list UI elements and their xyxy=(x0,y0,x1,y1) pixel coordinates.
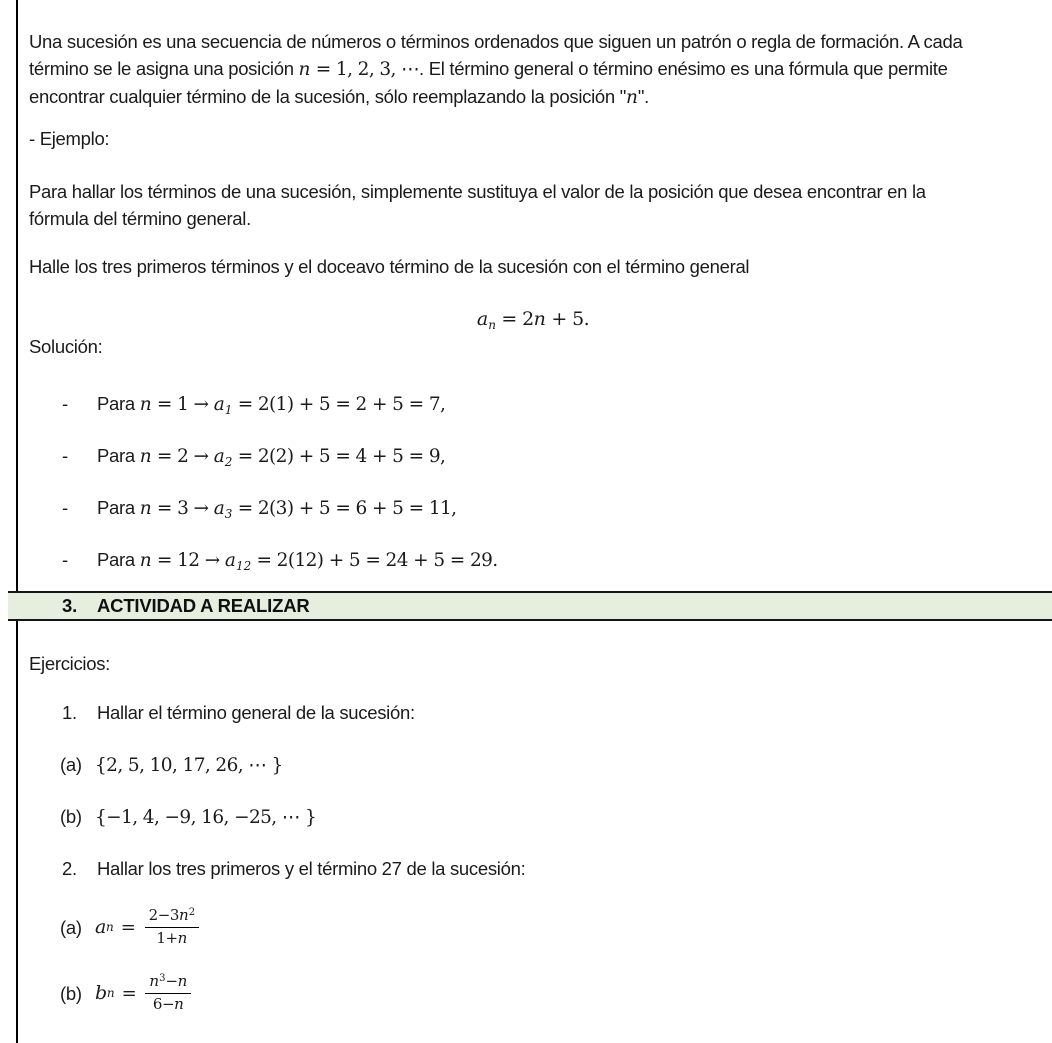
math-variable-a: a xyxy=(476,308,489,330)
fraction-numerator xyxy=(145,906,200,928)
math-variable-n: n xyxy=(533,308,546,330)
exercises-label xyxy=(0,650,1052,677)
exercise-item-1a xyxy=(0,751,1052,779)
general-term-formula xyxy=(0,304,1052,335)
exercise-item-1b xyxy=(0,803,1052,831)
minus-sign: − xyxy=(165,972,178,990)
solution-label xyxy=(0,333,1052,360)
math-variable-n: n xyxy=(139,498,152,519)
howto-line-2 xyxy=(29,205,1052,232)
intro-text: Una sucesión es una secuencia de números o términos ordenados que siguen un patrón o regla de formación. A cada xyxy=(29,31,963,52)
solution-step xyxy=(0,546,1052,574)
math-arrow-expression: = 3 → xyxy=(151,498,214,519)
howto-text: fórmula del término general. xyxy=(29,208,251,229)
math-variable-n: n xyxy=(177,972,188,990)
math-arrow-expression: = 1 → xyxy=(151,394,214,415)
step-text: Para xyxy=(97,549,140,570)
math-variable-n: n xyxy=(177,928,188,947)
math-variable-n: n xyxy=(149,972,160,990)
fraction xyxy=(145,972,191,1014)
howto-paragraph xyxy=(0,178,1052,232)
math-arrow-expression: = 12 → xyxy=(151,550,225,571)
math-computation: = 2(1) + 5 = 2 + 5 = 7, xyxy=(232,394,446,415)
task-intro xyxy=(0,253,1052,280)
math-sequence-set: {2, 5, 10, 17, 26, ⋯ } xyxy=(95,755,283,776)
step-text: Para xyxy=(97,445,140,466)
math-exponent: 3 xyxy=(159,973,166,984)
bullet-dash: - xyxy=(62,445,68,466)
math-expression: 2−3 xyxy=(148,906,180,924)
math-arrow-expression: = 2 → xyxy=(151,446,214,467)
list-number: 1. xyxy=(62,702,77,723)
math-variable-b: b xyxy=(95,981,107,1004)
exercises-label-text: Ejercicios: xyxy=(29,653,110,674)
bullet-dash: - xyxy=(62,549,68,570)
intro-line-2 xyxy=(29,55,1052,83)
math-variable-a: a xyxy=(213,498,225,519)
intro-text: término se le asigna una posición xyxy=(29,58,299,79)
math-variable-n: n xyxy=(139,446,152,467)
fraction xyxy=(145,906,200,948)
intro-text: . El término general o término enésimo es una fórmula que permite xyxy=(419,58,948,79)
exercise-text: Hallar los tres primeros y el término 27 de la sucesión: xyxy=(97,858,526,879)
step-text: Para xyxy=(97,497,140,518)
solution-step xyxy=(0,442,1052,470)
math-subscript: 1 xyxy=(224,403,233,417)
example-label-text: - Ejemplo: xyxy=(29,128,110,149)
fraction-numerator xyxy=(145,972,191,994)
step-text: Para xyxy=(97,393,140,414)
math-variable-a: a xyxy=(224,550,236,571)
bullet-dash: - xyxy=(62,497,68,518)
solution-step xyxy=(0,390,1052,418)
math-computation: = 2(3) + 5 = 6 + 5 = 11, xyxy=(232,498,457,519)
solution-step xyxy=(0,494,1052,522)
howto-text: Para hallar los términos de una sucesión, simplemente sustituya el valor de la posición que desea encontrar en la xyxy=(29,181,926,202)
math-variable-a: a xyxy=(213,394,225,415)
sub-item-label: (a) xyxy=(60,916,82,938)
math-computation: = 2(2) + 5 = 4 + 5 = 9, xyxy=(232,446,446,467)
math-variable-n: n xyxy=(139,550,152,571)
section-title: ACTIVIDAD A REALIZAR xyxy=(97,595,310,616)
math-sequence-values: = 1, 2, 3, ⋯ xyxy=(310,59,420,80)
exercise-text: Hallar el término general de la sucesión: xyxy=(97,702,415,723)
activity-section-header xyxy=(8,591,1052,621)
math-variable-n: n xyxy=(625,87,638,108)
task-intro-text: Halle los tres primeros términos y el doceavo término de la sucesión con el término general xyxy=(29,256,750,277)
exercise-item-2 xyxy=(0,855,1052,882)
exercise-item-2a: (a) a n = $\frac{2-3n^2}{1+n}$ xyxy=(0,901,1052,953)
equals-sign: = xyxy=(121,982,137,1004)
exercise-item-1 xyxy=(0,699,1052,726)
math-variable-a: a xyxy=(213,446,225,467)
solution-label-text: Solución: xyxy=(29,336,103,357)
math-subscript: 12 xyxy=(235,559,252,573)
math-computation: = 2(12) + 5 = 24 + 5 = 29. xyxy=(251,550,498,571)
list-number: 2. xyxy=(62,858,77,879)
math-variable-n: n xyxy=(298,59,311,80)
bullet-dash: - xyxy=(62,393,68,414)
intro-line-3 xyxy=(29,83,1052,111)
math-subscript: 3 xyxy=(224,507,233,521)
math-variable-n: n xyxy=(139,394,152,415)
intro-text: encontrar cualquier término de la sucesión, sólo reemplazando la posición " xyxy=(29,86,626,107)
math-expression: + 5. xyxy=(545,308,590,330)
exercise-item-2b: (b) b n = $\frac{n^3-n}{6-n}$ xyxy=(0,967,1052,1019)
math-subscript-n: n xyxy=(488,318,496,332)
math-subscript: 2 xyxy=(224,455,233,469)
math-expression: = 2 xyxy=(495,308,534,330)
section-number: 3. xyxy=(62,595,78,616)
math-variable-n: n xyxy=(174,994,184,1013)
math-expression: 6− xyxy=(152,994,175,1013)
math-variable-a: a xyxy=(95,915,107,938)
howto-line-1 xyxy=(29,178,1052,205)
math-sequence-set: {−1, 4, −9, 16, −25, ⋯ } xyxy=(95,807,317,828)
fraction-denominator xyxy=(145,994,191,1015)
intro-paragraph xyxy=(0,28,1052,111)
sub-item-label: (b) xyxy=(60,982,82,1004)
sub-item-label: (b) xyxy=(60,806,82,827)
intro-text: ". xyxy=(637,86,650,107)
example-label xyxy=(0,125,1052,152)
math-variable-n: n xyxy=(179,906,189,924)
intro-line-1 xyxy=(29,28,1052,55)
sub-item-label: (a) xyxy=(60,754,82,775)
math-exponent: 2 xyxy=(188,907,196,918)
math-expression: 1+ xyxy=(156,928,178,947)
fraction-denominator xyxy=(145,928,200,949)
equals-sign: = xyxy=(120,916,136,938)
